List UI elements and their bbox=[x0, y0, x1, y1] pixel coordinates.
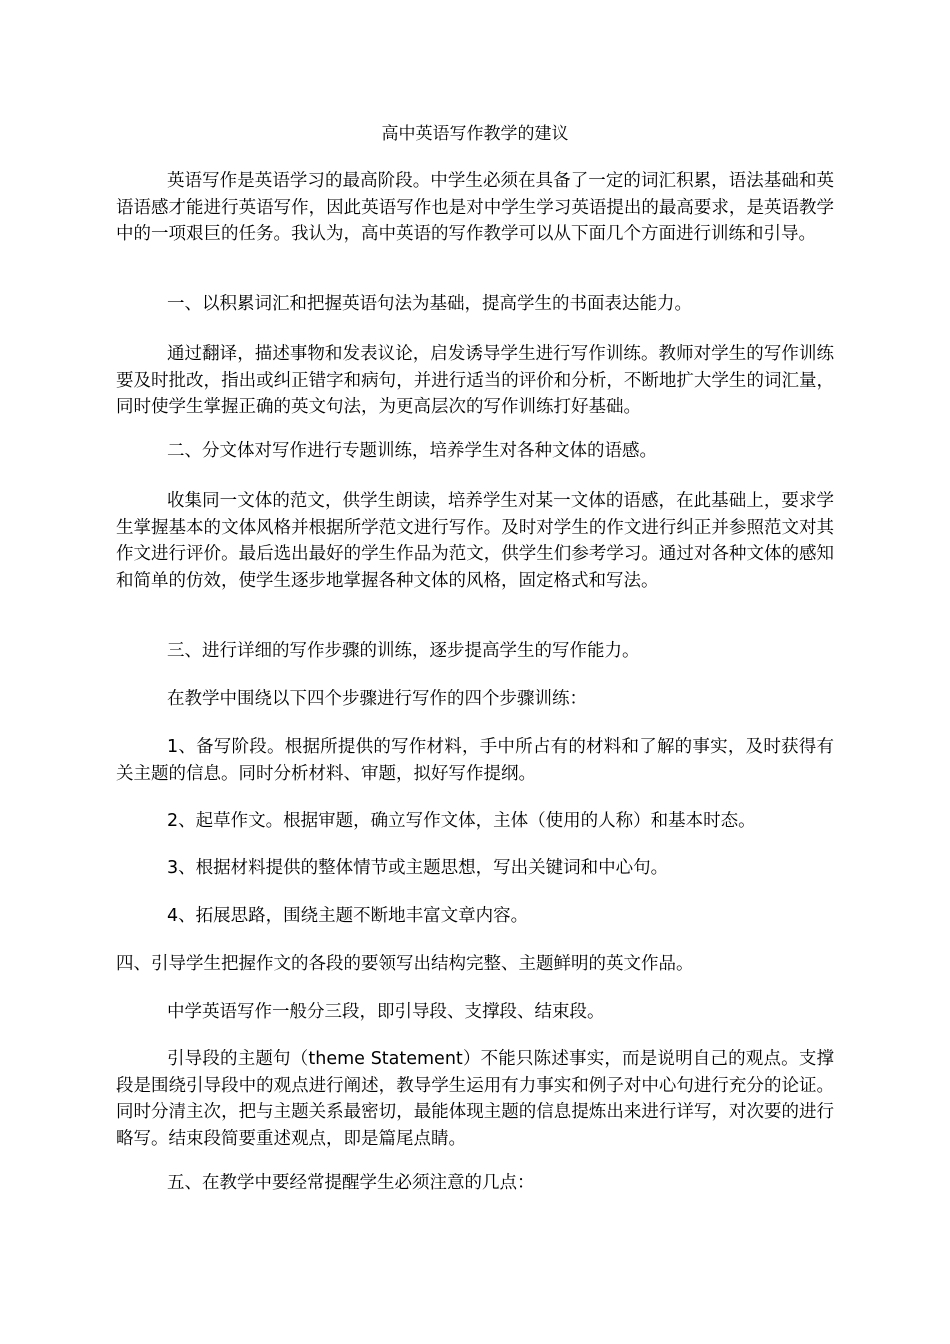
step-1: 1、备写阶段。根据所提供的写作材料，手中所占有的材料和了解的事实，及时获得有关主题的信息。同时分析材料、审题，拟好写作提纲。 bbox=[116, 737, 834, 784]
section-3-intro: 在教学中围绕以下四个步骤进行写作的四个步骤训练： bbox=[167, 689, 587, 709]
intro-paragraph: 英语写作是英语学习的最高阶段。中学生必须在具备了一定的词汇积累，语法基础和英语语感才能进行英语写作，因此英语写作也是对中学生学习英语提出的最高要求，是英语教学中的一项艰巨的任务。我认为，高中英语的写作教学可以从下面几个方面进行训练和引导。 bbox=[116, 171, 834, 244]
section-heading-4: 四、引导学生把握作文的各段的要领写出结构完整、主题鲜明的英文作品。 bbox=[116, 954, 694, 974]
section-heading-1: 一、以积累词汇和把握英语句法为基础，提高学生的书面表达能力。 bbox=[167, 294, 692, 314]
step-2: 2、起草作文。根据审题，确立写作文体，主体（使用的人称）和基本时态。 bbox=[167, 811, 756, 831]
document-title: 高中英语写作教学的建议 bbox=[381, 124, 569, 144]
section-heading-5: 五、在教学中要经常提醒学生必须注意的几点： bbox=[167, 1173, 535, 1193]
section-heading-3: 三、进行详细的写作步骤的训练，逐步提高学生的写作能力。 bbox=[167, 641, 640, 661]
step-3: 3、根据材料提供的整体情节或主题思想，写出关键词和中心句。 bbox=[167, 858, 669, 878]
section-1-body: 通过翻译，描述事物和发表议论，启发诱导学生进行写作训练。教师对学生的写作训练要及时批改，指出或纠正错字和病句，并进行适当的评价和分析，不断地扩大学生的词汇量，同时使学生掌握正确的英文句法，为更高层次的写作训练打好基础。 bbox=[116, 344, 834, 417]
section-heading-2: 二、分文体对写作进行专题训练，培养学生对各种文体的语感。 bbox=[167, 441, 657, 461]
step-4: 4、拓展思路，围绕主题不断地丰富文章内容。 bbox=[167, 906, 529, 926]
section-4-body: 引导段的主题句（theme Statement）不能只陈述事实，而是说明自己的观点。支撑段是围绕引导段中的观点进行阐述，教导学生运用有力事实和例子对中心句进行充分的论证。同时分清主次，把与主题关系最密切，最能体现主题的信息提炼出来进行详写，对次要的进行略写。结束段简要重述观点，即是篇尾点睛。 bbox=[116, 1049, 834, 1149]
section-2-body: 收集同一文体的范文，供学生朗读，培养学生对某一文体的语感，在此基础上，要求学生掌握基本的文体风格并根据所学范文进行写作。及时对学生的作文进行纠正并参照范文对其作文进行评价。最后选出最好的学生作品为范文，供学生们参考学习。通过对各种文体的感知和简单的仿效，使学生逐步地掌握各种文体的风格，固定格式和写法。 bbox=[116, 491, 834, 591]
section-4-intro: 中学英语写作一般分三段，即引导段、支撑段、结束段。 bbox=[167, 1002, 605, 1022]
